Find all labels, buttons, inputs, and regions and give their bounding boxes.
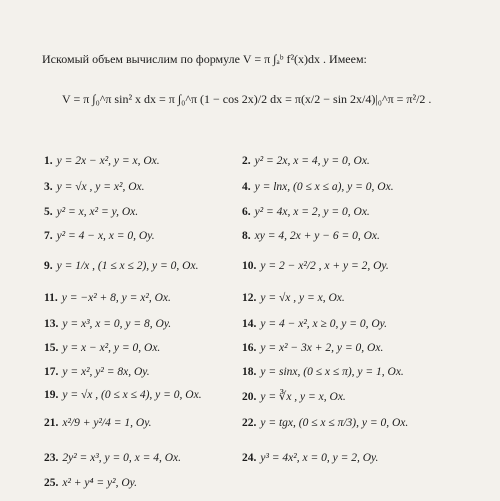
problem-item bbox=[242, 366, 404, 378]
problem-expression: y² = 2x, x = 4, y = 0, Ox. bbox=[254, 155, 370, 167]
problem-number: 18. bbox=[242, 366, 257, 378]
problem-number: 23. bbox=[44, 452, 59, 464]
problem-number: 19. bbox=[44, 389, 59, 401]
problem-expression: y = √x , y = x, Ox. bbox=[260, 292, 345, 304]
problem-expression: y = √x , y = x², Ox. bbox=[56, 181, 145, 193]
problem-expression: xy = 4, 2x + y − 6 = 0, Ox. bbox=[254, 230, 380, 242]
problem-item bbox=[44, 230, 155, 242]
problem-expression: y = −x² + 8, y = x², Ox. bbox=[61, 292, 171, 304]
problem-expression: y = lnx, (0 ≤ x ≤ a), y = 0, Ox. bbox=[254, 181, 394, 193]
problem-item bbox=[44, 155, 160, 167]
problem-expression: y = x², y² = 8x, Oy. bbox=[62, 366, 150, 378]
problem-number: 5. bbox=[44, 206, 53, 218]
problem-item bbox=[44, 318, 171, 330]
problem-expression: x²/9 + y²/4 = 1, Oy. bbox=[62, 417, 152, 429]
problem-number: 12. bbox=[242, 292, 257, 304]
problem-item bbox=[44, 206, 138, 218]
problem-expression: y = ∛x , y = x, Ox. bbox=[260, 391, 346, 403]
problem-expression: y = x² − 3x + 2, y = 0, Ox. bbox=[260, 342, 384, 354]
problem-number: 25. bbox=[44, 477, 59, 489]
problem-expression: y = tgx, (0 ≤ x ≤ π/3), y = 0, Ox. bbox=[260, 417, 409, 429]
problem-item bbox=[44, 389, 202, 401]
problem-item bbox=[242, 452, 378, 464]
problem-number: 14. bbox=[242, 318, 257, 330]
problem-item bbox=[44, 181, 144, 193]
problem-item bbox=[242, 181, 394, 193]
problem-expression: x² + y⁴ = y², Oy. bbox=[62, 477, 138, 489]
problem-number: 4. bbox=[242, 181, 251, 193]
problem-number: 8. bbox=[242, 230, 251, 242]
problem-expression: y² = 4x, x = 2, y = 0, Ox. bbox=[254, 206, 370, 218]
problem-item bbox=[242, 292, 345, 304]
problem-item bbox=[242, 206, 370, 218]
problem-expression: y² = 4 − x, x = 0, Oy. bbox=[56, 230, 155, 242]
problem-number: 17. bbox=[44, 366, 59, 378]
problem-number: 20. bbox=[242, 391, 257, 403]
problem-number: 7. bbox=[44, 230, 53, 242]
problem-number: 11. bbox=[44, 292, 58, 304]
problem-number: 24. bbox=[242, 452, 257, 464]
problem-item bbox=[242, 417, 408, 429]
problem-number: 21. bbox=[44, 417, 59, 429]
problem-expression: 2y² = x³, y = 0, x = 4, Ox. bbox=[62, 452, 182, 464]
problem-expression: y = x³, x = 0, y = 8, Oy. bbox=[62, 318, 172, 330]
problem-item bbox=[242, 260, 389, 272]
problem-number: 2. bbox=[242, 155, 251, 167]
problem-number: 3. bbox=[44, 181, 53, 193]
problem-number: 6. bbox=[242, 206, 251, 218]
problem-item bbox=[44, 477, 137, 489]
problem-number: 9. bbox=[44, 260, 53, 272]
problem-number: 16. bbox=[242, 342, 257, 354]
problem-item bbox=[242, 389, 346, 403]
problem-item bbox=[44, 260, 198, 272]
problem-expression: y = x − x², y = 0, Ox. bbox=[62, 342, 161, 354]
problem-expression: y = √x , (0 ≤ x ≤ 4), y = 0, Ox. bbox=[62, 389, 202, 401]
problem-item bbox=[44, 292, 171, 304]
problem-number: 22. bbox=[242, 417, 257, 429]
problem-expression: y = 1/x , (1 ≤ x ≤ 2), y = 0, Ox. bbox=[56, 260, 199, 272]
problem-expression: y² = x, x² = y, Ox. bbox=[56, 206, 139, 218]
intro-text: Искомый объем вычислим по формуле V = π ∫ₐᵇ f²(x)dx . Имеем: bbox=[42, 52, 367, 66]
problem-expression: y = sinx, (0 ≤ x ≤ π), y = 1, Ox. bbox=[260, 366, 404, 378]
problem-item bbox=[44, 452, 181, 464]
problem-item bbox=[44, 366, 150, 378]
problem-expression: y³ = 4x², x = 0, y = 2, Oy. bbox=[260, 452, 379, 464]
problem-number: 15. bbox=[44, 342, 59, 354]
problem-item bbox=[44, 417, 152, 429]
problem-number: 1. bbox=[44, 155, 53, 167]
worked-formula: V = π ∫₀^π sin² x dx = π ∫₀^π (1 − cos 2x)/2 dx = π(x/2 − sin 2x/4)|₀^π = π²/2 . bbox=[62, 92, 432, 106]
problem-item bbox=[242, 318, 387, 330]
problem-expression: y = 2x − x², y = x, Ox. bbox=[56, 155, 160, 167]
problem-expression: y = 2 − x²/2 , x + y = 2, Oy. bbox=[260, 260, 389, 272]
problem-expression: y = 4 − x², x ≥ 0, y = 0, Oy. bbox=[260, 318, 387, 330]
problem-item bbox=[242, 342, 383, 354]
problem-item bbox=[44, 342, 160, 354]
problem-number: 10. bbox=[242, 260, 257, 272]
problem-item bbox=[242, 155, 370, 167]
problem-number: 13. bbox=[44, 318, 59, 330]
problem-item bbox=[242, 230, 380, 242]
